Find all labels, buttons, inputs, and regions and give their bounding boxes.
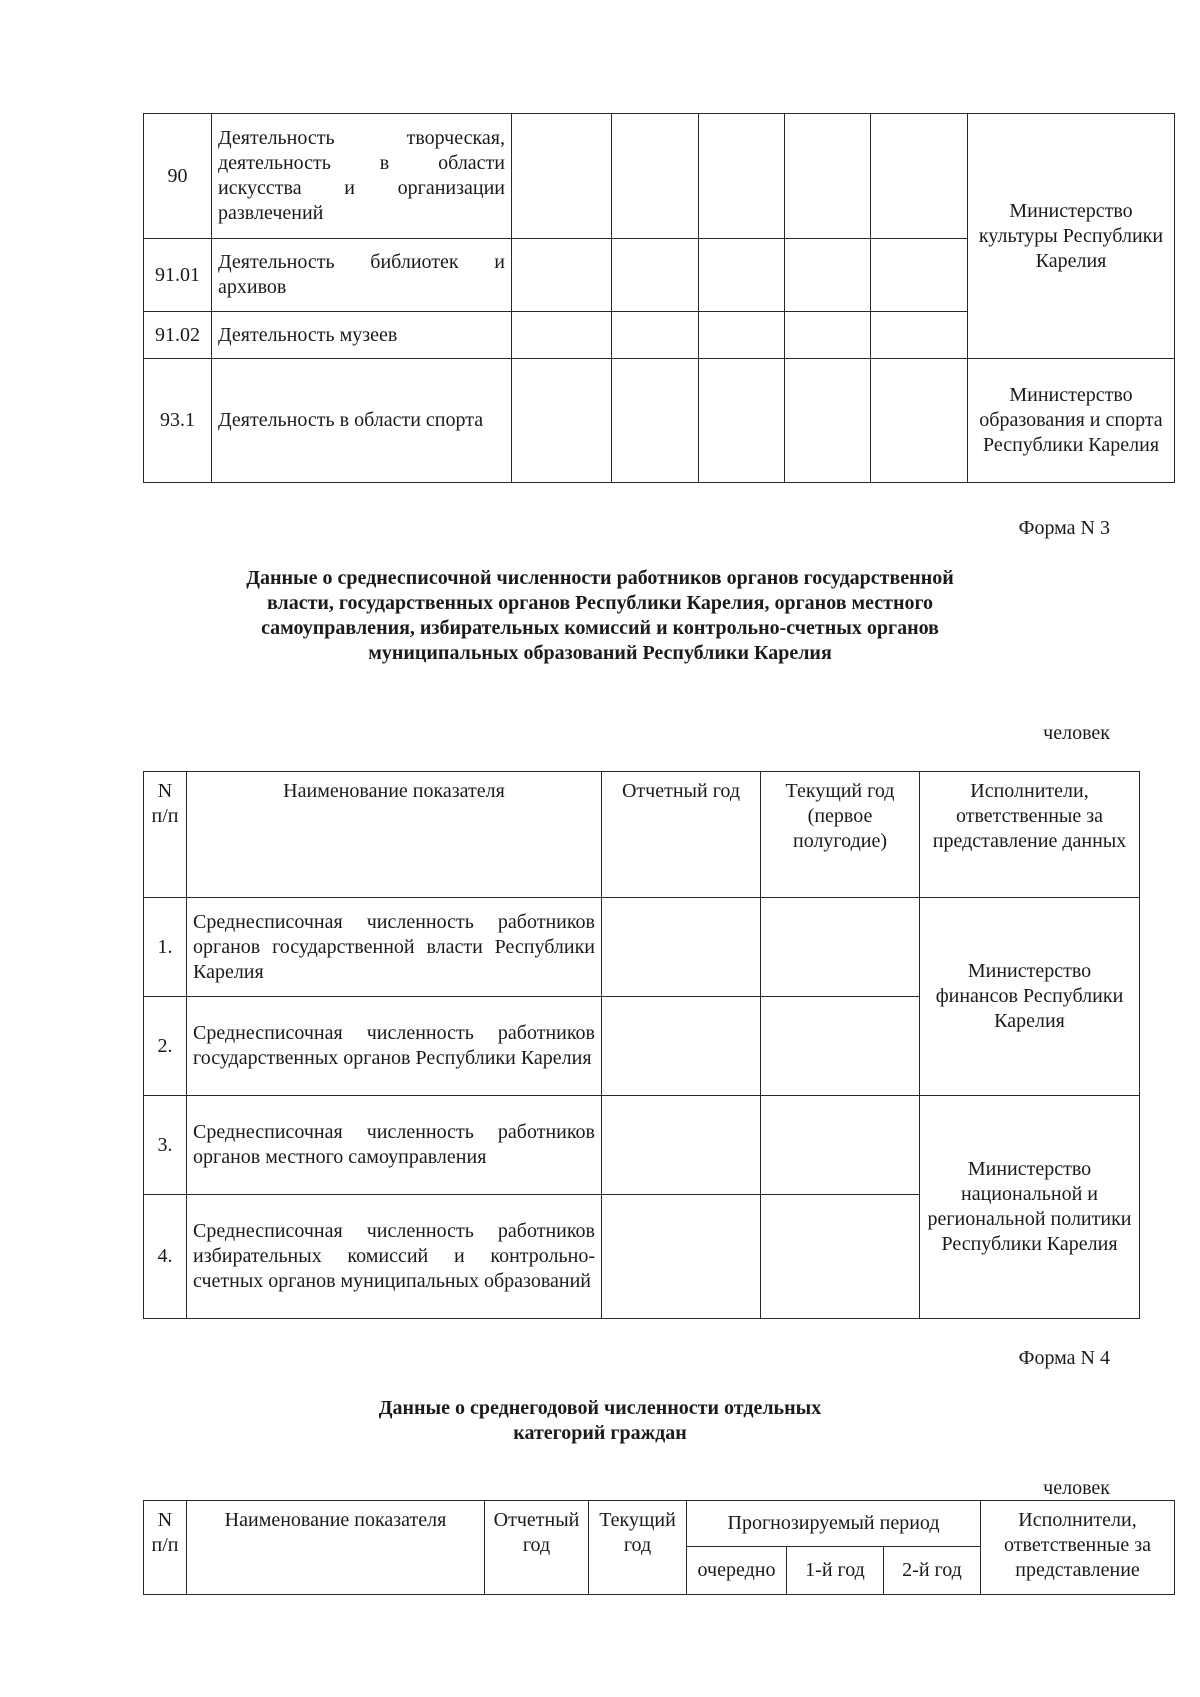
col-header-num: N п/п	[144, 1501, 187, 1595]
table-row	[144, 114, 1175, 239]
col-header-name: Наименование показателя	[187, 772, 602, 898]
empty-cell	[871, 239, 968, 312]
col-header-num: N п/п	[144, 772, 187, 898]
col-header-forecast: Прогнозируемый период	[687, 1501, 981, 1547]
table-row	[144, 359, 1175, 483]
table-row	[144, 898, 1140, 997]
col-header-reporting-year: Отчетный год	[602, 772, 761, 898]
form4-table	[143, 1500, 1175, 1595]
empty-cell	[602, 1195, 761, 1319]
empty-cell	[602, 898, 761, 997]
empty-cell	[785, 239, 871, 312]
empty-cell	[699, 359, 785, 483]
empty-cell	[761, 898, 920, 997]
row-name: Среднесписочная численность работников избирательных комиссий и контрольно-счетных органов муниципальных образований	[187, 1195, 602, 1319]
row-num: 1.	[144, 898, 187, 997]
empty-cell	[699, 114, 785, 239]
row-num: 2.	[144, 997, 187, 1096]
col-header-current-year: Текущий год	[589, 1501, 687, 1595]
col-header-next: очередно	[687, 1547, 787, 1595]
empty-cell	[785, 114, 871, 239]
activity-name: Деятельность творческая, деятельность в области искусства и организации развлечений	[212, 114, 512, 239]
empty-cell	[612, 312, 699, 359]
empty-cell	[785, 312, 871, 359]
executor-finance: Министерство финансов Республики Карелия	[920, 898, 1140, 1096]
empty-cell	[602, 1096, 761, 1195]
empty-cell	[699, 239, 785, 312]
col-header-current-year: Текущий год (первое полугодие)	[761, 772, 920, 898]
form3-title	[240, 566, 960, 666]
col-header-name: Наименование показателя	[187, 1501, 485, 1595]
empty-cell	[612, 359, 699, 483]
activity-table	[143, 113, 1175, 483]
empty-cell	[512, 114, 612, 239]
header-row	[144, 1501, 1175, 1547]
empty-cell	[602, 997, 761, 1096]
form3-title-text: Данные о среднесписочной численности работников органов государственной власти, государственных органов Республики Карелия, органов местного самоуправления, избирательных комиссий и контрольно-счетных органов муниципальных образований Республики Карелия	[246, 567, 954, 664]
empty-cell	[761, 1195, 920, 1319]
form3-unit: человек	[1043, 722, 1110, 744]
row-name: Среднесписочная численность работников государственных органов Республики Карелия	[187, 997, 602, 1096]
empty-cell	[612, 239, 699, 312]
form4-label: Форма N 4	[1018, 1347, 1110, 1369]
row-name: Среднесписочная численность работников органов местного самоуправления	[187, 1096, 602, 1195]
activity-name: Деятельность библиотек и архивов	[212, 239, 512, 312]
empty-cell	[785, 359, 871, 483]
activity-code: 91.02	[144, 312, 212, 359]
form4-title	[340, 1396, 860, 1446]
activity-code: 91.01	[144, 239, 212, 312]
empty-cell	[871, 114, 968, 239]
activity-code: 93.1	[144, 359, 212, 483]
activity-code: 90	[144, 114, 212, 239]
col-header-reporting-year: Отчетный год	[485, 1501, 589, 1595]
empty-cell	[512, 239, 612, 312]
form3-table	[143, 771, 1140, 1319]
row-name: Среднесписочная численность работников органов государственной власти Республики Карелия	[187, 898, 602, 997]
empty-cell	[871, 312, 968, 359]
header-row	[144, 772, 1140, 898]
form3-label: Форма N 3	[1018, 517, 1110, 539]
empty-cell	[612, 114, 699, 239]
form4-unit: человек	[1043, 1477, 1110, 1499]
col-header-year2: 2-й год	[884, 1547, 981, 1595]
col-header-executors: Исполнители, ответственные за представление	[981, 1501, 1175, 1595]
empty-cell	[761, 1096, 920, 1195]
empty-cell	[761, 997, 920, 1096]
empty-cell	[871, 359, 968, 483]
row-num: 4.	[144, 1195, 187, 1319]
table-row	[144, 1096, 1140, 1195]
empty-cell	[512, 359, 612, 483]
executor-culture: Министерство культуры Республики Карелия	[968, 114, 1175, 359]
row-num: 3.	[144, 1096, 187, 1195]
col-header-year1: 1-й год	[787, 1547, 884, 1595]
empty-cell	[512, 312, 612, 359]
empty-cell	[699, 312, 785, 359]
executor-sport: Министерство образования и спорта Республики Карелия	[968, 359, 1175, 483]
form4-title-text: Данные о среднегодовой численности отдельных категорий граждан	[378, 1397, 822, 1444]
activity-name: Деятельность в области спорта	[212, 359, 512, 483]
executor-national: Министерство национальной и региональной политики Республики Карелия	[920, 1096, 1140, 1319]
col-header-executors: Исполнители, ответственные за представление данных	[920, 772, 1140, 898]
activity-name: Деятельность музеев	[212, 312, 512, 359]
